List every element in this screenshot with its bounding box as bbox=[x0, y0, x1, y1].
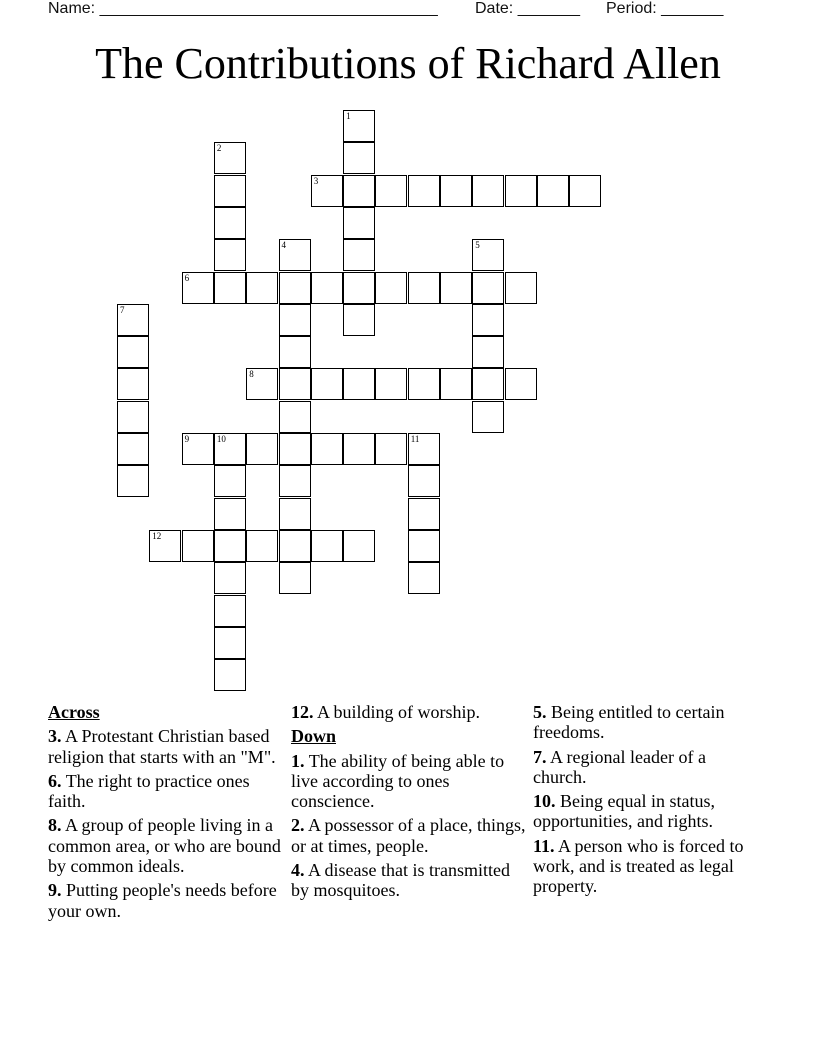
clue-number-label: 8 bbox=[249, 369, 254, 380]
crossword-cell[interactable] bbox=[408, 175, 440, 207]
clue-down-5 bbox=[533, 702, 763, 743]
clues-column-1 bbox=[48, 702, 284, 925]
crossword-cell[interactable] bbox=[408, 272, 440, 304]
crossword-cell[interactable] bbox=[375, 272, 407, 304]
crossword-cell[interactable] bbox=[472, 272, 504, 304]
crossword-cell[interactable] bbox=[343, 304, 375, 336]
crossword-cell[interactable] bbox=[311, 272, 343, 304]
clue-across-12 bbox=[291, 702, 527, 722]
crossword-cell[interactable] bbox=[214, 272, 246, 304]
clue-down-2 bbox=[291, 815, 527, 856]
crossword-cell[interactable] bbox=[311, 433, 343, 465]
crossword-cell[interactable] bbox=[505, 368, 537, 400]
crossword-cell[interactable] bbox=[214, 562, 246, 594]
crossword-cell[interactable] bbox=[117, 465, 149, 497]
crossword-cell[interactable] bbox=[375, 175, 407, 207]
crossword-cell[interactable] bbox=[440, 368, 472, 400]
crossword-cell[interactable] bbox=[214, 175, 246, 207]
crossword-cell[interactable] bbox=[279, 498, 311, 530]
date-label[interactable]: Date: _______ bbox=[475, 0, 580, 17]
clue-text: A person who is forced to work, and is treated as legal property. bbox=[533, 835, 744, 897]
clue-across-9 bbox=[48, 880, 284, 921]
crossword-cell[interactable] bbox=[279, 336, 311, 368]
crossword-cell[interactable] bbox=[343, 110, 375, 142]
clues-column-2 bbox=[291, 702, 527, 905]
clue-number-label: 3 bbox=[313, 175, 319, 186]
crossword-cell[interactable] bbox=[375, 368, 407, 400]
crossword-cell[interactable] bbox=[214, 627, 246, 659]
crossword-cell[interactable] bbox=[117, 433, 149, 465]
crossword-cell[interactable] bbox=[408, 498, 440, 530]
crossword-cell[interactable] bbox=[279, 368, 311, 400]
clue-number: 8. bbox=[48, 815, 62, 836]
name-label[interactable]: Name: ______________________________________ bbox=[48, 0, 438, 17]
crossword-cell[interactable] bbox=[214, 465, 246, 497]
crossword-cell[interactable] bbox=[440, 272, 472, 304]
crossword-cell[interactable] bbox=[311, 530, 343, 562]
clue-text: A group of people living in a common area, or who are bound by common ideals. bbox=[48, 815, 281, 877]
crossword-cell[interactable] bbox=[311, 175, 343, 207]
crossword-cell[interactable] bbox=[279, 304, 311, 336]
crossword-cell[interactable] bbox=[343, 175, 375, 207]
clue-text: The ability of being able to live according to ones conscience. bbox=[291, 750, 505, 812]
clue-number-label: 2 bbox=[216, 143, 222, 154]
clue-number: 1. bbox=[291, 750, 305, 771]
clue-number: 6. bbox=[48, 770, 62, 791]
clue-across-8 bbox=[48, 815, 284, 876]
crossword-cell[interactable] bbox=[214, 530, 246, 562]
crossword-cell[interactable] bbox=[279, 562, 311, 594]
crossword-cell[interactable] bbox=[182, 530, 214, 562]
crossword-cell[interactable] bbox=[440, 175, 472, 207]
crossword-cell[interactable] bbox=[246, 433, 278, 465]
crossword-cell[interactable] bbox=[214, 659, 246, 691]
clue-number-label: 6 bbox=[184, 272, 190, 283]
clue-number: 10. bbox=[533, 791, 556, 812]
crossword-cell[interactable] bbox=[343, 368, 375, 400]
crossword-cell[interactable] bbox=[117, 336, 149, 368]
crossword-cell[interactable] bbox=[246, 368, 278, 400]
crossword-cell[interactable] bbox=[343, 142, 375, 174]
crossword-cell[interactable] bbox=[149, 530, 181, 562]
clue-down-7 bbox=[533, 747, 763, 788]
clue-number-label: 9 bbox=[184, 434, 190, 444]
clue-number: 4. bbox=[291, 860, 305, 881]
crossword-cell[interactable] bbox=[408, 465, 440, 497]
clue-number-label: 10 bbox=[216, 434, 226, 444]
crossword-cell[interactable] bbox=[311, 368, 343, 400]
clue-number: 5. bbox=[533, 702, 547, 722]
clue-text: A building of worship. bbox=[317, 702, 481, 722]
crossword-cell[interactable] bbox=[214, 595, 246, 627]
crossword-cell[interactable] bbox=[279, 530, 311, 562]
clue-number: 12. bbox=[291, 702, 314, 722]
clue-down-11 bbox=[533, 836, 763, 897]
clue-text: A disease that is transmitted by mosquitoes. bbox=[291, 860, 510, 901]
crossword-cell[interactable] bbox=[537, 175, 569, 207]
crossword-cell[interactable] bbox=[505, 272, 537, 304]
crossword-cell[interactable] bbox=[343, 433, 375, 465]
period-label[interactable]: Period: _______ bbox=[606, 0, 724, 17]
clue-text: Putting people's needs before your own. bbox=[48, 880, 277, 921]
crossword-cell[interactable] bbox=[279, 401, 311, 433]
clue-across-3 bbox=[48, 726, 284, 767]
crossword-cell[interactable] bbox=[214, 239, 246, 271]
clue-number-label: 1 bbox=[346, 111, 351, 121]
clue-number: 11. bbox=[533, 835, 555, 856]
crossword-cell[interactable] bbox=[246, 530, 278, 562]
crossword-cell[interactable] bbox=[343, 207, 375, 239]
clue-down-1 bbox=[291, 751, 527, 812]
clue-text: A possessor of a place, things, or at times, people. bbox=[291, 815, 526, 856]
crossword-cell[interactable] bbox=[472, 239, 504, 271]
clue-number: 7. bbox=[533, 746, 547, 767]
crossword-cell[interactable] bbox=[408, 433, 440, 465]
crossword-cell[interactable] bbox=[246, 272, 278, 304]
crossword-cell[interactable] bbox=[182, 272, 214, 304]
crossword-cell[interactable] bbox=[408, 530, 440, 562]
clue-number-label: 11 bbox=[410, 434, 420, 444]
clue-text: Being entitled to certain freedoms. bbox=[533, 702, 725, 743]
crossword-cell[interactable] bbox=[408, 562, 440, 594]
clue-number-label: 7 bbox=[120, 304, 125, 315]
down-heading: Down bbox=[291, 726, 337, 747]
crossword-cell[interactable] bbox=[375, 433, 407, 465]
crossword-cell[interactable] bbox=[117, 401, 149, 433]
crossword-cell[interactable] bbox=[569, 175, 601, 207]
clue-down-4 bbox=[291, 860, 527, 901]
clues-column-3 bbox=[533, 702, 763, 901]
crossword-cell[interactable] bbox=[343, 272, 375, 304]
crossword-cell[interactable] bbox=[408, 368, 440, 400]
crossword-cell[interactable] bbox=[279, 272, 311, 304]
crossword-cell[interactable] bbox=[214, 207, 246, 239]
clue-number-label: 4 bbox=[281, 240, 286, 251]
crossword-cell[interactable] bbox=[472, 401, 504, 433]
crossword-cell[interactable] bbox=[472, 304, 504, 336]
crossword-cell[interactable] bbox=[472, 175, 504, 207]
crossword-cell[interactable] bbox=[343, 239, 375, 271]
crossword-cell[interactable] bbox=[343, 530, 375, 562]
clue-text: A Protestant Christian based religion that starts with an "M". bbox=[48, 726, 276, 767]
crossword-cell[interactable] bbox=[472, 368, 504, 400]
clue-number-label: 12 bbox=[152, 530, 162, 541]
crossword-cell[interactable] bbox=[505, 175, 537, 207]
across-heading: Across bbox=[48, 702, 100, 722]
crossword-cell[interactable] bbox=[279, 239, 311, 271]
crossword-cell[interactable] bbox=[214, 142, 246, 174]
crossword-cell[interactable] bbox=[214, 498, 246, 530]
crossword-cell[interactable] bbox=[279, 433, 311, 465]
crossword-cell[interactable] bbox=[214, 433, 246, 465]
clue-number: 9. bbox=[48, 880, 62, 901]
clue-text: Being equal in status, opportunities, and rights. bbox=[533, 791, 715, 832]
clue-number-label: 5 bbox=[475, 240, 480, 251]
clue-number: 2. bbox=[291, 815, 305, 836]
crossword-cell[interactable] bbox=[472, 336, 504, 368]
clue-text: A regional leader of a church. bbox=[533, 746, 706, 787]
crossword-cell[interactable] bbox=[279, 465, 311, 497]
crossword-cell[interactable] bbox=[182, 433, 214, 465]
crossword-cell[interactable] bbox=[117, 368, 149, 400]
crossword-cell[interactable] bbox=[117, 304, 149, 336]
page-title: The Contributions of Richard Allen bbox=[95, 39, 721, 88]
clue-text: The right to practice ones faith. bbox=[48, 770, 250, 812]
clue-down-10 bbox=[533, 791, 763, 832]
clue-across-6 bbox=[48, 771, 284, 812]
clue-number: 3. bbox=[48, 726, 62, 747]
